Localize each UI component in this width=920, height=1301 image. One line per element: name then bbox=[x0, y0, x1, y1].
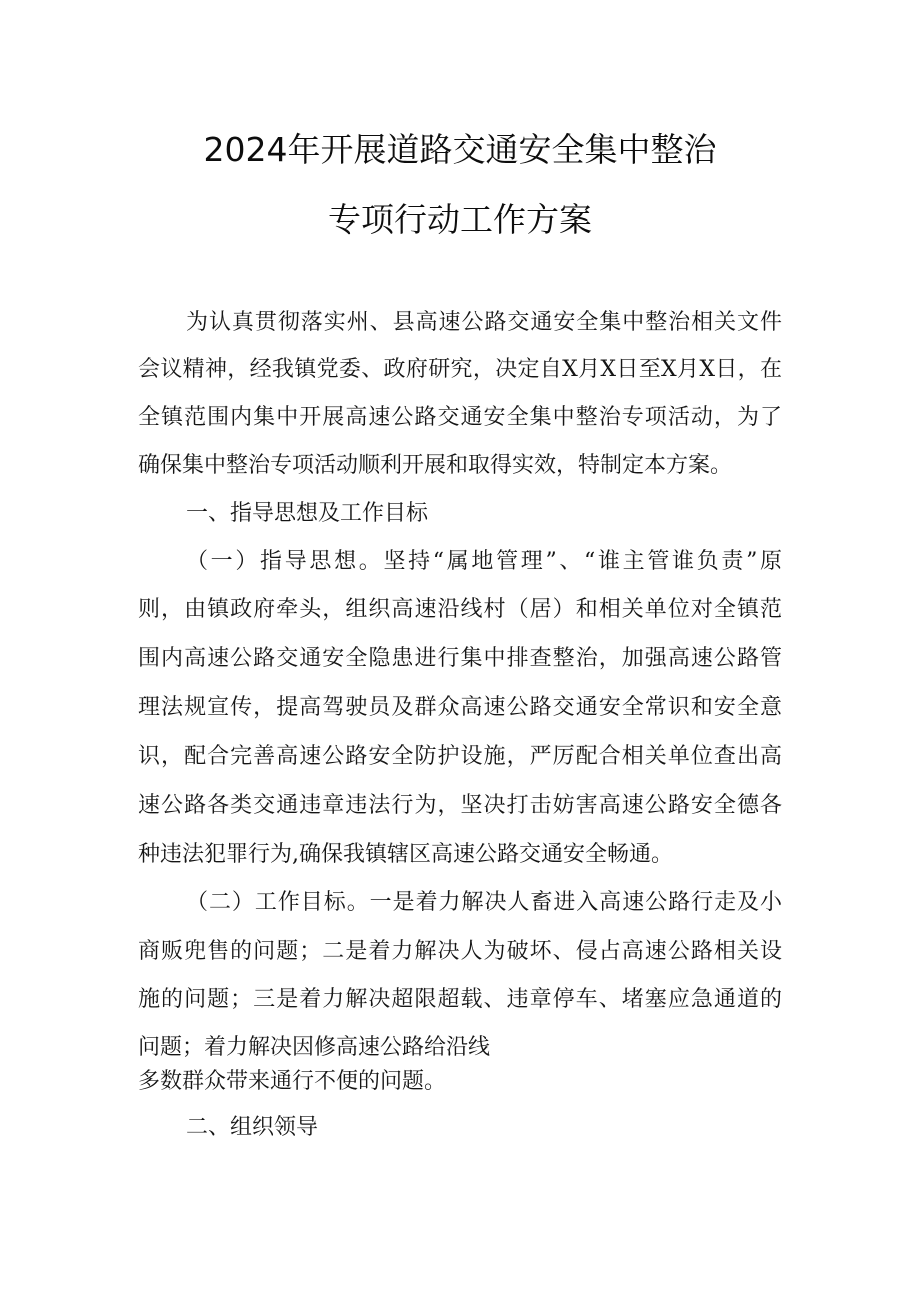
paragraph-line: （一）指导思想。坚持“属地管理”、“谁主管谁负责”原 bbox=[186, 549, 782, 574]
paragraph-line: 种违法犯罪行为,确保我镇辖区高速公路交通安全畅通。 bbox=[138, 842, 673, 867]
paragraph-line: 识，配合完善高速公路安全防护设施，严厉配合相关单位查出高 bbox=[138, 744, 782, 769]
paragraph-line: 问题；着力解决因修高速公路给沿线 bbox=[138, 1035, 491, 1060]
document-title-line-1: 2024年开展道路交通安全集中整治 bbox=[203, 130, 717, 169]
section-heading: 一、指导思想及工作目标 bbox=[186, 501, 429, 526]
paragraph-line: 围内高速公路交通安全隐患进行集中排查整治，加强高速公路管 bbox=[138, 646, 782, 671]
paragraph-line: 施的问题；三是着力解决超限超载、违章停车、堵塞应急通道的 bbox=[138, 987, 782, 1012]
section-heading: 二、组织领导 bbox=[186, 1115, 319, 1140]
document-title-line-2: 专项行动工作方案 bbox=[328, 200, 592, 239]
paragraph-line: 商贩兜售的问题；二是着力解决人为破坏、侵占高速公路相关设 bbox=[138, 939, 782, 964]
paragraph-line: 理法规宣传，提高驾驶员及群众高速公路交通安全常识和安全意 bbox=[138, 695, 782, 720]
paragraph-line: 为认真贯彻落实州、县高速公路交通安全集中整治相关文件 bbox=[186, 310, 782, 335]
paragraph-line: 则，由镇政府牵头，组织高速沿线村（居）和相关单位对全镇范 bbox=[138, 597, 782, 622]
paragraph-line: 会议精神，经我镇党委、政府研究，决定自X月X日至X月X日，在 bbox=[138, 357, 782, 382]
paragraph-line: （二）工作目标。一是着力解决人畜进入高速公路行走及小 bbox=[186, 890, 782, 915]
paragraph-line: 速公路各类交通违章违法行为，坚决打击妨害高速公路安全德各 bbox=[138, 793, 782, 818]
paragraph-line: 确保集中整治专项活动顺利开展和取得实效，特制定本方案。 bbox=[138, 453, 733, 478]
paragraph-line: 全镇范围内集中开展高速公路交通安全集中整治专项活动，为了 bbox=[138, 405, 782, 430]
paragraph-line: 多数群众带来通行不便的问题。 bbox=[138, 1069, 447, 1094]
